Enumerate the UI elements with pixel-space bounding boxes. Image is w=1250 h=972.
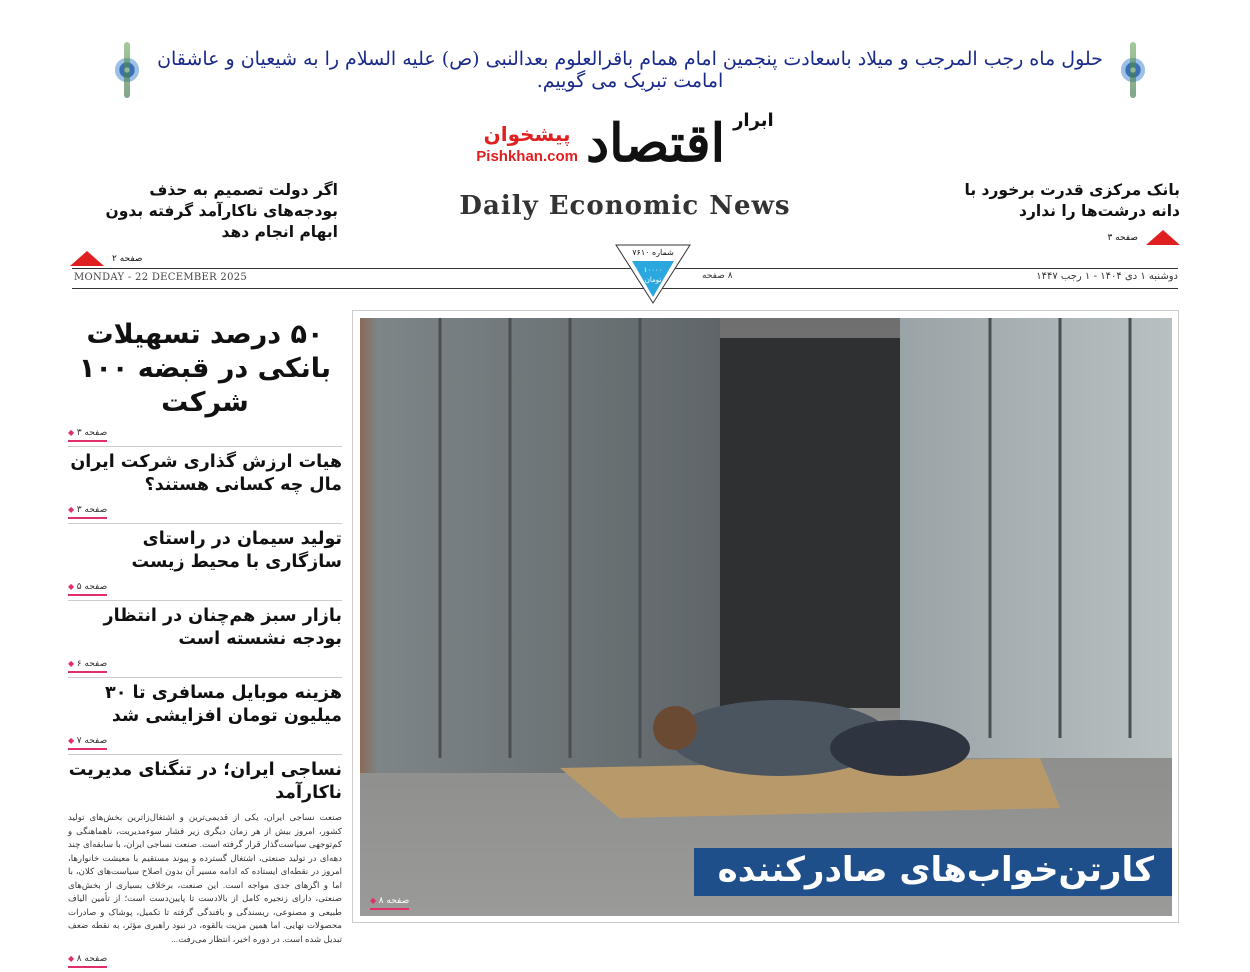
headline[interactable]: ۵۰ درصد تسهیلات بانکی در قبضه ۱۰۰ شرکت: [78, 319, 332, 418]
page-count: ۸ صفحه: [702, 271, 733, 281]
headline[interactable]: تولید سیمان در راستای سازگاری با محیط زیست: [131, 529, 342, 572]
triangle-icon: [1146, 230, 1180, 245]
watermark: [476, 122, 578, 166]
flower-ornament-icon: [1116, 40, 1150, 100]
page-ref[interactable]: صفحه ۲: [112, 253, 143, 264]
page-link[interactable]: ◆ صفحه ۳: [68, 427, 107, 442]
teaser-right[interactable]: [960, 180, 1180, 245]
logo-persian: اقتصاد: [585, 113, 726, 174]
page-link[interactable]: ◆ صفحه ۸: [68, 953, 107, 968]
banner-text: حلول ماه رجب المرجب و میلاد باسعادت پنجمین امام همام باقرالعلوم بعدالنبی (ص) علیه السلام را به شیعیان و عاشقان امامت تبریک می گوییم.: [157, 48, 1103, 92]
page-link[interactable]: ◆ صفحه ۳: [68, 504, 107, 519]
page-link[interactable]: ◆ صفحه ۷: [68, 735, 107, 750]
page-link[interactable]: ◆ صفحه ۶: [68, 658, 107, 673]
headline[interactable]: هیات ارزش گذاری شرکت ایران مال چه کسانی هستند؟: [70, 452, 342, 495]
triangle-icon: [70, 251, 104, 266]
page-link[interactable]: ◆ صفحه ۵: [68, 581, 107, 596]
masthead-logo: [440, 104, 810, 249]
photo-page-link[interactable]: [370, 893, 409, 910]
watermark-persian: پیشخوان: [483, 122, 571, 146]
issue-badge: [614, 243, 692, 303]
date-persian: دوشنبه ۱ دی ۱۴۰۴ - ۱ رجب ۱۴۴۷: [1036, 271, 1178, 282]
flower-ornament-icon: [110, 40, 144, 100]
logo-english: Daily Economic News: [459, 191, 791, 221]
headline[interactable]: هزینه موبایل مسافری تا ۳۰ میلیون تومان افزایشی شد: [105, 683, 342, 726]
page-link[interactable]: ◆ صفحه ۸: [370, 895, 409, 910]
issue-number: شماره ۷۶۱۰: [632, 248, 674, 257]
teaser-left[interactable]: [70, 180, 338, 266]
photo-caption[interactable]: کارتن‌خواب‌های صادرکننده: [694, 848, 1172, 896]
teaser-title[interactable]: بانک مرکزی قدرت برخورد با دانه درشت‌ها را ندارد: [964, 181, 1180, 220]
logo-small: ابرار: [733, 110, 774, 131]
headline-item[interactable]: [68, 678, 342, 755]
article-body: صنعت نساجی ایران، یکی از قدیمی‌ترین و اشتغال‌زاترین بخش‌های تولید کشور، امروز بیش از هر زمان دیگری زیر فشار سوءمدیریت، ناهماهنگی و کم‌توجهی سیاست‌گذار قرار گرفته است. صنعت نساجی ایران، با سابقه‌ای چند دهه‌ای در تولید صنعتی، اشتغال گسترده و پیوند مستقیم با معیشت خانوارها، امروز در نقطه‌ای ایستاده که ادامه مسیر آن بدون اصلاح سیاست‌های کلان، با اما و اگرهای جدی مواجه است. این صنعت، برخلاف بسیاری از بخش‌های صنعتی، دارای زنجیره کامل از بالادست تا پایین‌دست است؛ از تأمین الیاف طبیعی و مصنوعی، ریسندگی و بافندگی گرفته تا تکمیل، پوشاک و صادرات محصولات نهایی. اما همین مزیت بالقوه، در نبود راهبری مؤثر، به نقطه ضعف تبدیل شده است. در دوره اخیر، انتظار می‌رفت...: [68, 812, 342, 944]
headline-item[interactable]: [68, 755, 342, 972]
price: ۱۰۰۰۰ تومان: [643, 266, 663, 284]
headline-item[interactable]: [68, 314, 342, 447]
logo-row: [440, 104, 810, 184]
headline-item[interactable]: [68, 524, 342, 601]
headline[interactable]: نساجی ایران؛ در تنگنای مدیریت ناکارآمد: [68, 760, 342, 803]
greeting-banner: [110, 38, 1150, 102]
headline[interactable]: بازار سبز هم‌چنان در انتظار بودجه نشسته است: [103, 606, 342, 649]
teaser-title[interactable]: اگر دولت تصمیم به حذف بودجه‌های ناکارآمد گرفته بدون ابهام انجام دهد: [105, 181, 338, 241]
page-ref[interactable]: صفحه ۳: [1107, 232, 1138, 243]
headline-item[interactable]: [68, 601, 342, 678]
photo-illustration: [360, 318, 1172, 916]
watermark-url: Pishkhan.com: [476, 148, 578, 165]
date-english: MONDAY - 22 DECEMBER 2025: [74, 272, 248, 283]
headline-item[interactable]: [68, 447, 342, 524]
left-column: [68, 314, 342, 972]
main-photo[interactable]: [360, 318, 1172, 916]
